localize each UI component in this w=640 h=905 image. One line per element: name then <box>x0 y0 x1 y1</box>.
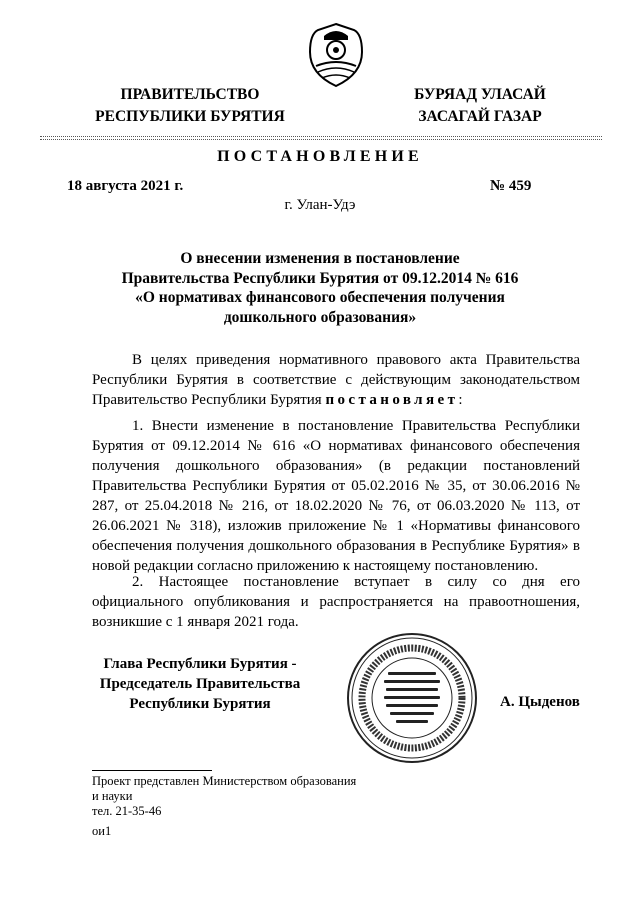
footer-note <box>92 774 356 819</box>
header-divider <box>40 136 602 137</box>
document-date: 18 августа 2021 г. <box>67 178 184 194</box>
header-right-line2: ЗАСАГАЙ ГАЗАР <box>418 108 542 125</box>
header-divider-2 <box>40 139 602 140</box>
header-government-bua <box>380 84 580 128</box>
signatory-title-line2: Председатель Правительства <box>99 676 301 692</box>
signatory-name: А. Цыденов <box>500 694 580 710</box>
clause-2-paragraph: 2. Настоящее постановление вступает в силу со дня его официального опубликования и распространяется на правоотношения, возникшие с 1 января 2021 года. <box>92 574 580 630</box>
header-left-line1: ПРАВИТЕЛЬСТВО <box>120 86 260 103</box>
footer-line2: и науки <box>92 789 133 803</box>
official-seal-stamp <box>344 630 480 766</box>
signatory-title <box>70 654 330 714</box>
subject-line4: дошкольного образования» <box>223 308 417 326</box>
subject-line3: «О нормативах финансового обеспечения получения <box>135 289 505 306</box>
subject-line1: О внесении изменения в постановление <box>180 250 460 267</box>
document-code: ои1 <box>92 824 112 838</box>
footer-phone: тел. 21-35-46 <box>92 804 162 818</box>
preamble-text: В целях приведения нормативного правового акта Правительства Республики Бурятия в соответствие с действующим законодательством Правительство Республики Бурятия <box>92 352 580 408</box>
clause-1-paragraph: 1. Внести изменение в постановление Правительства Республики Бурятия от 09.12.2014 № 616 «О нормативах финансового обеспечения получения дошкольного образования» (в редакции постановлений Правительства Республики Бурятия от 05.02.2016 № 35, от 30.06.2016 № 287, от 25.04.2018 № 216, от 18.02.2020 № 76, от 06.03.2020 № 113, от 26.06.2021 № 318), изложив приложение № 1 «Нормативы финансового обеспечения получения дошкольного образования в Республике Бурятия» в новой редакции согласно приложению к настоящему постановлению. <box>92 418 580 574</box>
footnote-divider <box>92 770 212 771</box>
header-government-ru <box>70 84 310 128</box>
footer-line1: Проект представлен Министерством образования <box>92 774 357 788</box>
resolves-keyword: постановляет <box>325 392 459 408</box>
header-right-line1: БУРЯАД УЛАСАЙ <box>414 86 546 103</box>
subject-line2: Правительства Республики Бурятия от 09.12.2014 № 616 <box>121 269 519 287</box>
document-number: № 459 <box>490 178 532 194</box>
coat-of-arms-emblem <box>304 22 368 88</box>
preamble-colon: : <box>458 392 463 408</box>
document-city: г. Улан-Удэ <box>284 197 356 213</box>
signatory-title-line1: Глава Республики Бурятия - <box>103 656 297 672</box>
document-type: ПОСТАНОВЛЕНИЕ <box>217 148 423 165</box>
document-subject <box>100 249 540 327</box>
preamble-paragraph <box>92 350 580 410</box>
signatory-title-line3: Республики Бурятия <box>129 696 271 712</box>
header-left-line2: РЕСПУБЛИКИ БУРЯТИЯ <box>95 108 285 125</box>
